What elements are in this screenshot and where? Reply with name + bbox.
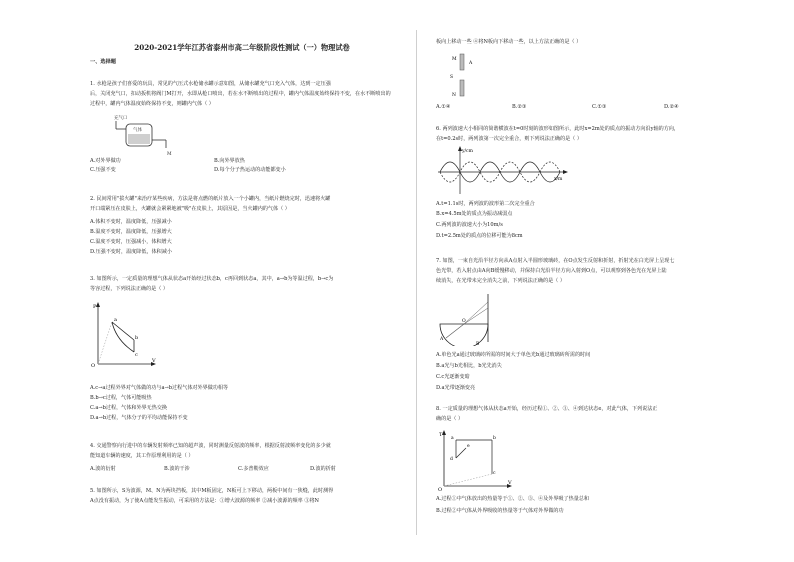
q5-line-2: A点没有振动，为了使A点能发生振动，可采用的方法是：①增大波源的频率 ②减小波源的频率 ③将N: [90, 498, 319, 504]
q2-line-1: 2. 民间常用"拔火罐"来治疗某些疾病，方法是将点燃的纸片放入一个小罐内，当纸片燃烧完时，迅速将火罐: [90, 196, 331, 202]
left-column: [84, 0, 400, 562]
q4-option-c: C.多普勒效应: [238, 466, 269, 472]
q3-line-2: 等容过程，下列说法正确的是（ ）: [90, 286, 169, 292]
q7-label-a: A: [440, 337, 444, 342]
q5-option-a: A.①④: [436, 104, 451, 110]
q3-option-a: A.c→a过程外界对气体做的功与a→b过程气体对外界做功相等: [90, 385, 229, 391]
q4-line-2: 能知道车辆的速度，其工作原理利用的是（ ）: [90, 453, 194, 459]
q8-line-2: 确的是（ ）: [436, 416, 464, 422]
q8-tv-diagram: [436, 428, 516, 492]
q8-point-c: c: [493, 471, 496, 476]
q1-option-a: A.对外界做功: [90, 158, 121, 164]
section-heading: 一、选择题: [90, 59, 116, 65]
q6-option-a: A.t=1.1s时，两列波的波形第二次完全重合: [436, 201, 535, 207]
q5-label-m: M: [452, 57, 457, 62]
q1-label-gas: 气体: [133, 128, 142, 133]
q1-label-m: M: [167, 152, 172, 156]
column-divider: [416, 30, 417, 535]
q3-option-c: C.a→b过程，气体和外界无热交换: [90, 405, 168, 411]
q5-option-b: B.②③: [512, 104, 527, 110]
q3-point-c: c: [135, 352, 138, 358]
q3-origin: O: [91, 363, 96, 368]
q6-line-2: 在t=0.2s时，两列波第一次完全重合，则下列说法正确的是（ ）: [436, 136, 582, 142]
q8-point-d: d: [450, 457, 453, 462]
q5-option-d: D.②④: [664, 104, 679, 110]
q8-axis-v: V: [508, 480, 512, 486]
q2-option-a: A.体积不变时，温度降低，压强减小: [90, 219, 172, 225]
q8-axis-t: T: [439, 432, 443, 438]
q1-water-gun-figure: [112, 112, 172, 156]
q5-option-c: C.①③: [592, 104, 607, 110]
q3-line-1: 3. 如图所示，一定质量的理想气体从状态a开始经过状态b，c再回到状态a，其中，a→b为等温过程，b→c为: [90, 276, 334, 282]
q8-line-1: 8. 一定质量的理想气体从状态a开始，经历过程①、②、③、④到达状态e，对此气体，下列说法正: [436, 406, 658, 412]
q1-option-c: C.压强不变: [90, 167, 116, 173]
q7-option-c: C.c光逐渐变暗: [436, 374, 470, 380]
q1-line-2: 后，关闭充气口，扣动扳机将阀门M打开，水即从枪口喷出，若在水不断喷出的过程中，罐内气体温度始终保持不变，在水不断喷出的: [90, 91, 391, 97]
q5-wave-barrier-figure: [446, 50, 486, 100]
q1-line-3: 过程中，罐内气体温度始终保持不变，则罐内气体（ ）: [90, 101, 214, 107]
q4-option-a: A.波的衍射: [90, 466, 116, 472]
q8-point-a: a: [451, 436, 454, 441]
q7-line-1: 7. 如图，一束自光沿半径方向从A点射入半圆形玻璃砖，在O点发生反射和折射，折射光在白光屏上呈现七: [436, 258, 675, 264]
q1-label-inlet: 充气口: [114, 116, 128, 121]
q2-line-2: 开口端紧压在皮肤上，火罐就会紧紧地被"吸"在皮肤上，其原因是，当火罐内的气体（ ）: [90, 206, 290, 212]
q7-label-b: B: [476, 342, 480, 346]
q1-option-d: D.每个分子热运动的动能都变小: [214, 167, 286, 173]
q1-line-1: 1. 水枪是孩子们喜爱的玩具，常见的气压式水枪储水罐示意如图，从储水罐充气口充入气体，达到一定压强: [90, 81, 331, 87]
q5-continued: 板向上移动一些 ④将N板向下移动一些，以上方法正确的是（ ）: [436, 39, 582, 45]
q1-option-b: B.向外界放热: [214, 158, 245, 164]
q7-option-a: A.单色光a通过玻璃砖所需的时间大于单色光b通过玻璃砖所需的时间: [436, 352, 591, 358]
q6-option-b: B.x=4.5m处的质点为振动减弱点: [436, 211, 513, 217]
q2-option-b: B.温度不变时，温度降低，压强增大: [90, 229, 172, 235]
q6-option-d: D.t=2.5m处的质点的位移可能为8cm: [436, 233, 523, 239]
right-column: [432, 0, 750, 562]
q3-axis-v: V: [152, 358, 156, 364]
page-title: 2020-2021学年江苏省泰州市高二年级阶段性测试（一）物理试卷: [134, 43, 350, 52]
q3-option-b: B.b→c过程，气体可能吸热: [90, 395, 152, 401]
q5-label-s: S: [450, 75, 454, 80]
q8-option-b: B.过程②中气体从外界吸收的热量等于气体对外界做的功: [436, 508, 564, 514]
q7-option-b: B.a光与b光相比，b光先消失: [436, 363, 502, 369]
q8-point-e: e: [467, 444, 470, 449]
q3-option-d: D.a→b过程，气体分子的平均动能保持不变: [90, 415, 188, 421]
q5-line-1: 5. 如图所示，S为波源，M、N为两块挡板，其中M板固定，N板可上下移动，两板中间有一狭缝，此时测得: [90, 488, 334, 494]
q2-option-d: D.压强不变时，温度降低，体积减小: [90, 249, 172, 255]
q6-wave-figure: [436, 146, 572, 196]
q3-axis-p: P: [93, 304, 97, 310]
q4-line-1: 4. 交通警察向行进中的车辆发射频率已知的超声波，同时测量反射波的频率，根据反射波频率变化的多少就: [90, 443, 331, 449]
q6-axis-x: x/m: [554, 177, 563, 182]
q5-label-n: N: [452, 93, 456, 98]
q7-line-3: 续消失，在光带未完全消失之前，下列说法正确的是（ ）: [436, 278, 565, 284]
q4-option-b: B.波的干涉: [164, 466, 190, 472]
q8-origin: O: [438, 487, 443, 492]
q3-point-a: a: [114, 317, 117, 323]
q3-pv-diagram: [88, 300, 158, 368]
q5-label-a: A: [469, 61, 473, 66]
q3-point-b: b: [135, 335, 139, 341]
q8-option-a: A.过程①中气体放出的热量等于①、②、③、④及外界吸了热量总和: [436, 496, 590, 502]
q4-option-d: D.波的折射: [310, 466, 336, 472]
q6-axis-y: y/cm: [462, 149, 473, 154]
q6-option-c: C.两列波的波速大小为10m/s: [436, 222, 503, 228]
q7-semicircle-figure: [436, 290, 496, 346]
q6-line-1: 6. 两列波速大小相同的简谐横波在t=0时刻的波形如图所示，此时x=2m处的质点的振动方向沿y轴的方向，: [436, 126, 679, 132]
q7-line-2: 色光带，若入射点由A向B缓慢移动，并保持白光沿半径方向入射到O点，可以观察到各色光在光屏上陆: [436, 268, 667, 274]
q7-option-d: D.a光带逐渐变亮: [436, 385, 476, 391]
q7-label-o: O: [462, 319, 466, 324]
q8-point-b: b: [493, 436, 496, 441]
q2-option-c: C.温度不变时，压强减小，体积增大: [90, 239, 172, 245]
